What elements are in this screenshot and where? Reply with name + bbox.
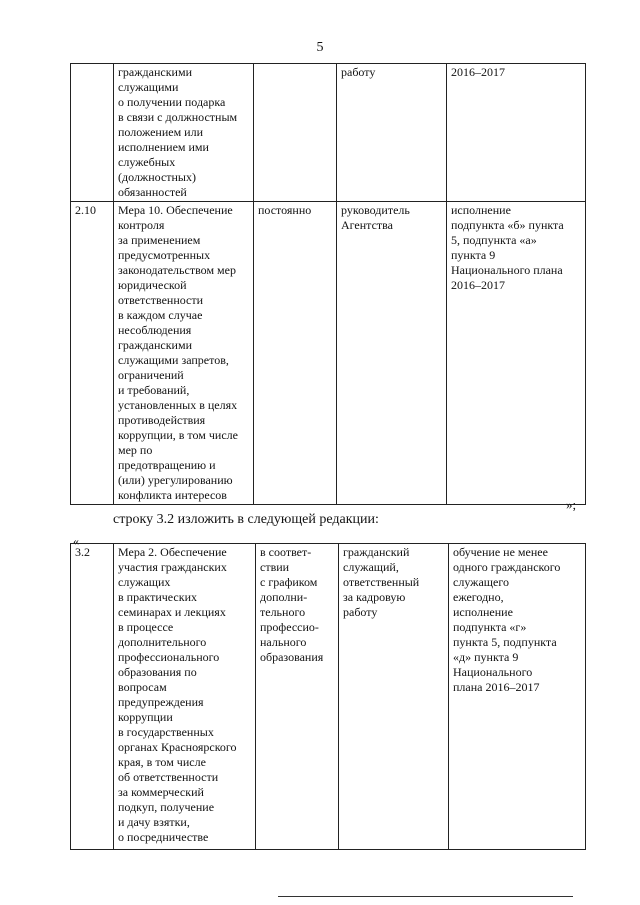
cell-result	[449, 544, 586, 850]
cell-term	[254, 64, 337, 202]
cell-text-line: законодательством мер	[118, 263, 236, 277]
cell-measure	[114, 202, 254, 505]
cell-text-line: мер по	[118, 443, 153, 457]
measures-table-continued	[70, 63, 586, 505]
cell-text-line: плана 2016–2017	[453, 680, 540, 694]
cell-text-line: и дачу взятки,	[118, 815, 190, 829]
cell-text-line: профессио-	[260, 620, 319, 634]
cell-text-line: конфликта интересов	[118, 488, 227, 502]
cell-text-line: вопросам	[118, 680, 167, 694]
cell-text-line: за кадровую	[343, 590, 406, 604]
cell-text-line: Мера 2. Обеспечение	[118, 545, 227, 559]
cell-text-line: ответственный	[343, 575, 420, 589]
cell-text-line: Агентства	[341, 218, 393, 232]
cell-text-line: за применением	[118, 233, 201, 247]
cell-text-line: подкуп, получение	[118, 800, 215, 814]
cell-text-line: коррупции	[118, 710, 173, 724]
cell-text-line: органах Красноярского	[118, 740, 237, 754]
cell-text-line: нального	[260, 635, 307, 649]
cell-text-line: исполнение	[451, 203, 511, 217]
cell-text-line: об ответственности	[118, 770, 219, 784]
cell-text-line: образования по	[118, 665, 197, 679]
cell-text-line: за коммерческий	[118, 785, 204, 799]
cell-term	[256, 544, 339, 850]
cell-text-line: 5, подпункта «а»	[451, 233, 537, 247]
cell-text-line: служащий,	[343, 560, 399, 574]
cell-number: 2.10	[71, 202, 114, 505]
cell-text-line: (или) урегулированию	[118, 473, 233, 487]
cell-term: постоянно	[254, 202, 337, 505]
cell-text-line: профессионального	[118, 650, 220, 664]
cell-text-line: обучение не менее	[453, 545, 548, 559]
cell-text-line: служащего	[453, 575, 509, 589]
cell-text-line: предупреждения	[118, 695, 204, 709]
cell-text-line: участия гражданских	[118, 560, 227, 574]
cell-responsible: работу	[337, 64, 447, 202]
cell-text-line: «д» пункта 9	[453, 650, 519, 664]
cell-text-line: о получении подарка	[118, 95, 226, 109]
cell-measure	[114, 544, 256, 850]
cell-text-line: служащих	[118, 575, 171, 589]
cell-text-line: пункта 5, подпункта	[453, 635, 557, 649]
cell-text-line: несоблюдения	[118, 323, 192, 337]
cell-text-line: коррупции, в том числе	[118, 428, 238, 442]
cell-text-line: о посредничестве	[118, 830, 209, 844]
cell-text-line: 2016–2017	[451, 278, 505, 292]
cell-text-line: подпункта «г»	[453, 620, 527, 634]
cell-text-line: в процессе	[118, 620, 174, 634]
cell-text-line: ежегодно,	[453, 590, 504, 604]
cell-text-line: в государственных	[118, 725, 214, 739]
cell-text-line: гражданский	[343, 545, 410, 559]
cell-text-line: Национального	[453, 665, 533, 679]
cell-number: 3.2	[71, 544, 114, 850]
table-row	[71, 544, 586, 850]
cell-text-line: ответственности	[118, 293, 204, 307]
cell-result	[447, 202, 586, 505]
cell-text-line: ствии	[260, 560, 290, 574]
cell-text-line: подпункта «б» пункта	[451, 218, 564, 232]
cell-text-line: в соответ-	[260, 545, 312, 559]
cell-text-line: Мера 10. Обеспечение	[118, 203, 233, 217]
cell-text-line: пункта 9	[451, 248, 496, 262]
cell-text-line: служащими запретов,	[118, 353, 229, 367]
cell-text-line: противодействия	[118, 413, 206, 427]
footer-rule	[278, 896, 573, 897]
cell-text-line: исполнением ими	[118, 140, 209, 154]
cell-text-line: служащими	[118, 80, 179, 94]
cell-text-line: предотвращению и	[118, 458, 216, 472]
cell-text-line: тельного	[260, 605, 306, 619]
cell-responsible	[339, 544, 449, 850]
cell-text-line: обязанностей	[118, 185, 187, 199]
cell-text-line: служебных	[118, 155, 176, 169]
cell-text-line: одного гражданского	[453, 560, 561, 574]
cell-text-line: установленных в целях	[118, 398, 238, 412]
instruction-text: строку 3.2 изложить в следующей редакции:	[113, 512, 379, 527]
cell-text-line: образования	[260, 650, 324, 664]
table-row	[71, 202, 586, 505]
cell-text-line: юридической	[118, 278, 187, 292]
measure-3-2-table	[70, 543, 586, 850]
cell-measure	[114, 64, 254, 202]
cell-text-line: руководитель	[341, 203, 410, 217]
cell-text-line: исполнение	[453, 605, 513, 619]
cell-text-line: (должностных)	[118, 170, 196, 184]
cell-text-line: дополнительного	[118, 635, 207, 649]
cell-text-line: Национального плана	[451, 263, 563, 277]
closing-quote-mark: »;	[566, 497, 577, 512]
cell-number	[71, 64, 114, 202]
cell-text-line: ограничений	[118, 368, 184, 382]
cell-text-line: работу	[343, 605, 378, 619]
cell-result	[447, 64, 586, 202]
cell-text-line: положением или	[118, 125, 204, 139]
cell-text-line: дополни-	[260, 590, 308, 604]
cell-text-line: контроля	[118, 218, 165, 232]
cell-text-line: семинарах и лекциях	[118, 605, 226, 619]
page-number: 5	[316, 40, 324, 55]
cell-text-line: в связи с должностным	[118, 110, 238, 124]
table-row	[71, 64, 586, 202]
cell-text-line: края, в том числе	[118, 755, 206, 769]
cell-text-line: в каждом случае	[118, 308, 203, 322]
cell-text-line: гражданскими	[118, 65, 192, 79]
cell-text-line: предусмотренных	[118, 248, 211, 262]
cell-text-line: и требований,	[118, 383, 190, 397]
cell-text-line: гражданскими	[118, 338, 192, 352]
cell-responsible	[337, 202, 447, 505]
cell-text-line: в практических	[118, 590, 197, 604]
opening-quote-mark: «	[73, 534, 79, 548]
cell-text-line: 2016–2017	[451, 65, 505, 79]
cell-text-line: с графиком	[260, 575, 318, 589]
